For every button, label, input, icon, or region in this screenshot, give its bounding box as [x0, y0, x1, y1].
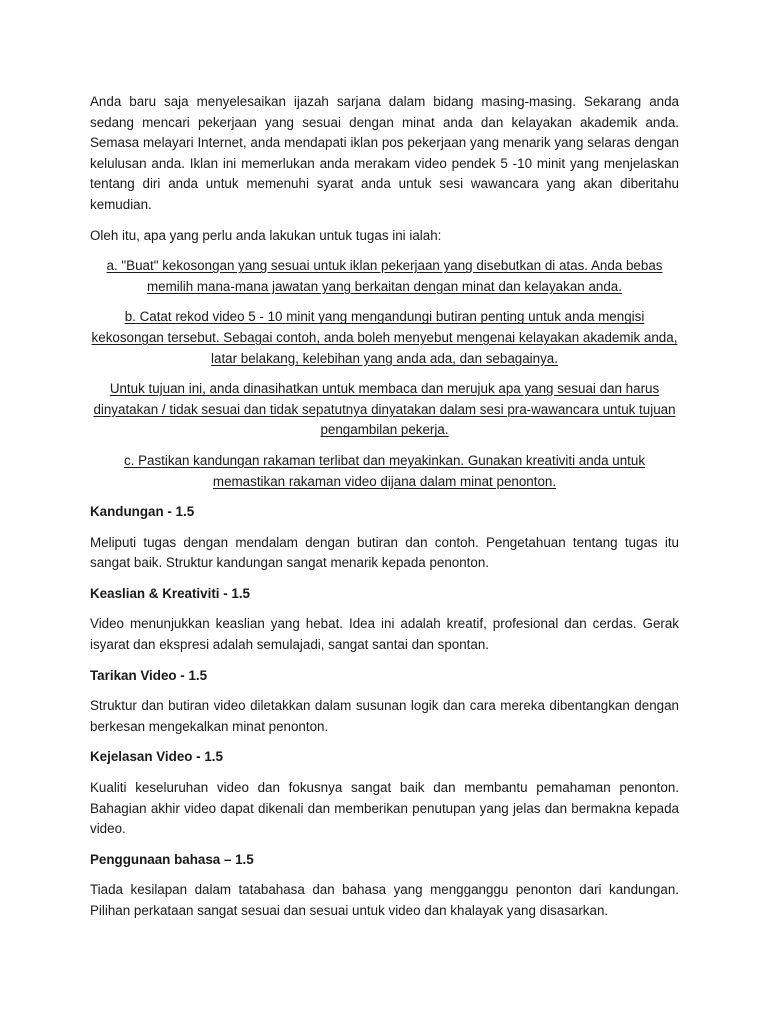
criterion-body-appeal: Struktur dan butiran video diletakkan dalam susunan logik dan cara mereka dibentangkan dengan berkesan mengekalkan minat penonton.: [90, 698, 679, 734]
question-paragraph: Oleh itu, apa yang perlu anda lakukan untuk tugas ini ialah:: [90, 227, 442, 243]
criterion-heading-originality: Keaslian & Kreativiti - 1.5: [90, 585, 251, 601]
criterion-heading-appeal: Tarikan Video - 1.5: [90, 667, 208, 683]
criterion-body-language: Tiada kesilapan dalam tatabahasa dan bahasa yang mengganggu penonton dari kandungan. Pilihan perkataan sangat sesuai dan sesuai untuk video dan khalayak yang disasarkan.: [90, 882, 679, 918]
criterion-body-originality: Video menunjukkan keaslian yang hebat. Idea ini adalah kreatif, profesional dan cerdas. Gerak isyarat dan ekspresi adalah semulajadi, sangat santai dan spontan.: [90, 616, 679, 653]
document-content: [90, 92, 679, 932]
criterion-body-content: Meliputi tugas dengan mendalam dengan butiran dan contoh. Pengetahuan tentang tugas itu sangat baik. Struktur kandungan sangat menarik kepada penonton.: [90, 534, 679, 571]
criterion-heading-content: Kandungan - 1.5: [90, 504, 195, 520]
intro-paragraph: Anda baru saja menyelesaikan ijazah sarjana dalam bidang masing-masing. Sekarang anda sedang mencari pekerjaan yang sesuai dengan minat anda dan kelayakan akademik anda. Semasa melayari Internet, anda mendapati iklan pos pekerjaan yang menarik yang selaras dengan kelulusan anda. Iklan ini memerlukan anda merakam video pendek 5 -10 minit yang menjelaskan tentang diri anda untuk memenuhi syarat anda untuk sesi wawancara yang akan diberitahu kemudian.: [90, 94, 679, 212]
criterion-heading-language: Penggunaan bahasa – 1.5: [90, 851, 254, 867]
task-a-paragraph: a. "Buat" kekosongan yang sesuai untuk iklan pekerjaan yang disebutkan di atas. Anda bebas memilih mana-mana jawatan yang berkaitan dengan minat dan kelayakan anda.: [106, 258, 663, 294]
criterion-body-clarity: Kualiti keseluruhan video dan fokusnya sangat baik dan membantu pemahaman penonton. Bahagian akhir video dapat dikenali dan memberikan penutupan yang jelas dan bermakna kepada video.: [90, 780, 679, 837]
criterion-heading-clarity: Kejelasan Video - 1.5: [90, 749, 223, 765]
task-c-paragraph: c. Pastikan kandungan rakaman terlibat dan meyakinkan. Gunakan kreativiti anda untuk memastikan rakaman video dijana dalam minat penonton.: [123, 452, 646, 489]
task-b-note-paragraph: Untuk tujuan ini, anda dinasihatkan untuk membaca dan merujuk apa yang sesuai dan harus dinyatakan / tidak sesuai dan tidak sepatutnya dinyatakan dalam sesi pra-wawancara untuk tujuan pengambilan pekerja.: [93, 381, 676, 438]
task-b-paragraph: b. Catat rekod video 5 - 10 minit yang mengandungi butiran penting untuk anda mengisi kekosongan tersebut. Sebagai contoh, anda boleh menyebut mengenai kelayakan akademik anda, latar belakang, kelebihan yang anda ada, dan sebagainya.: [91, 309, 678, 366]
